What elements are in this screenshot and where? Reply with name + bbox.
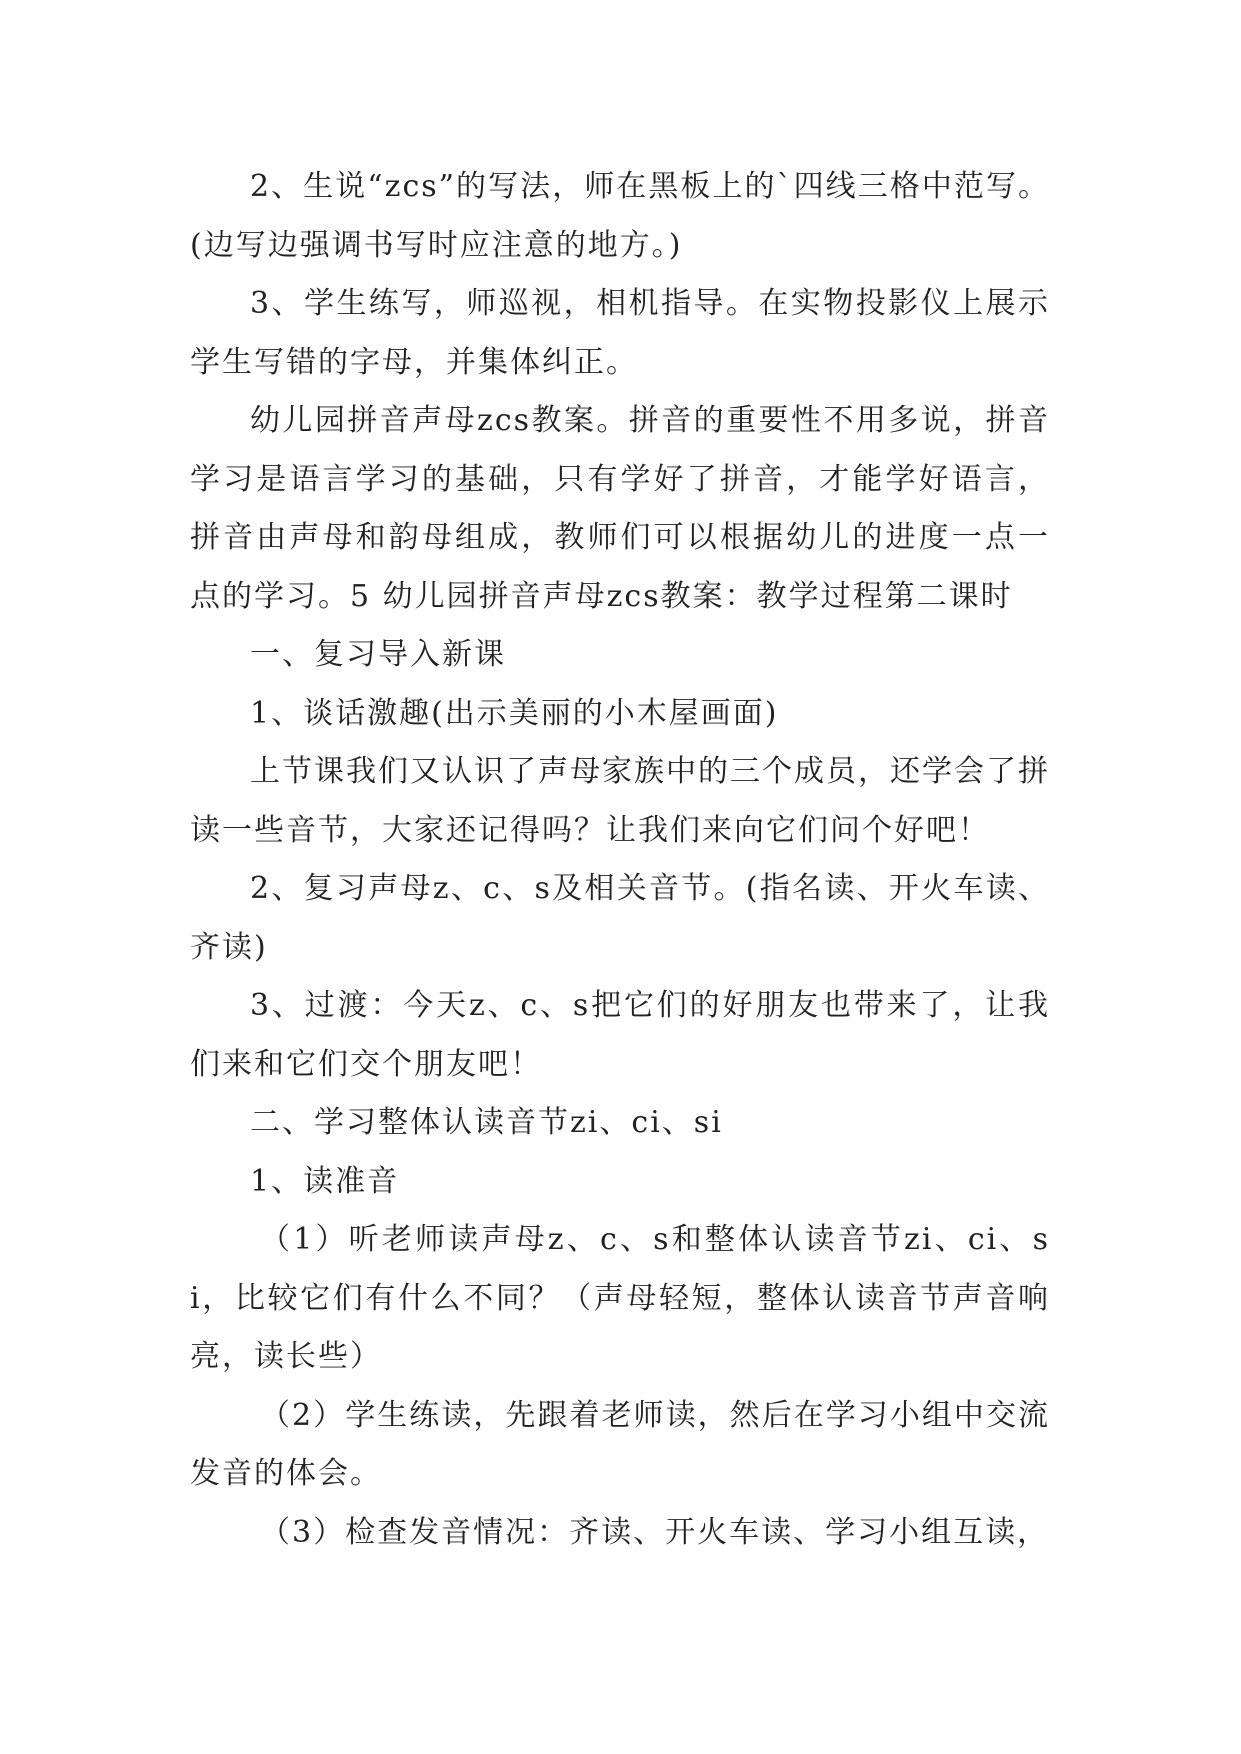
paragraph: 幼儿园拼音声母zcs教案。拼音的重要性不用多说，拼音学习是语言学习的基础，只有学好了拼音，才能学好语言，拼音由声母和韵母组成，教师们可以根据幼儿的进度一点一点的学习。5 幼儿园拼音声母zcs教案：教学过程第二课时 [190,403,1050,614]
paragraph: （3）检查发音情况：齐读、开火车读、学习小组互读， [260,1514,1050,1550]
paragraph: （1）听老师读声母z、c、s和整体认读音节zi、ci、si，比较它们有什么不同？（声母轻短，整体认读音节声音响亮，读长些） [190,1222,1050,1374]
section-heading: 一、复习导入新课 [250,637,506,672]
paragraph: 2、复习声母z、c、s及相关音节。(指名读、开火车读、齐读) [190,871,1050,965]
paragraph: （2）学生练读，先跟着老师读，然后在学习小组中交流发音的体会。 [190,1397,1050,1491]
paragraph: 1、谈话激趣(出示美丽的小木屋画面) [250,695,779,731]
paragraph: 3、过渡：今天z、c、s把它们的好朋友也带来了，让我们来和它们交个朋友吧！ [190,988,1050,1082]
paragraph: 2、生说“zcs”的写法，师在黑板上的`四线三格中范写。(边写边强调书写时应注意的地方。) [190,169,1050,263]
paragraph: 3、学生练写，师巡视，相机指导。在实物投影仪上展示学生写错的字母，并集体纠正。 [190,286,1050,380]
paragraph: 上节课我们又认识了声母家族中的三个成员，还学会了拼读一些音节，大家还记得吗？让我们来向它们问个好吧！ [190,754,1050,848]
document-body [190,158,1050,1562]
paragraph: 1、读准音 [250,1163,400,1199]
section-heading: 二、学习整体认读音节zi、ci、si [250,1105,723,1140]
